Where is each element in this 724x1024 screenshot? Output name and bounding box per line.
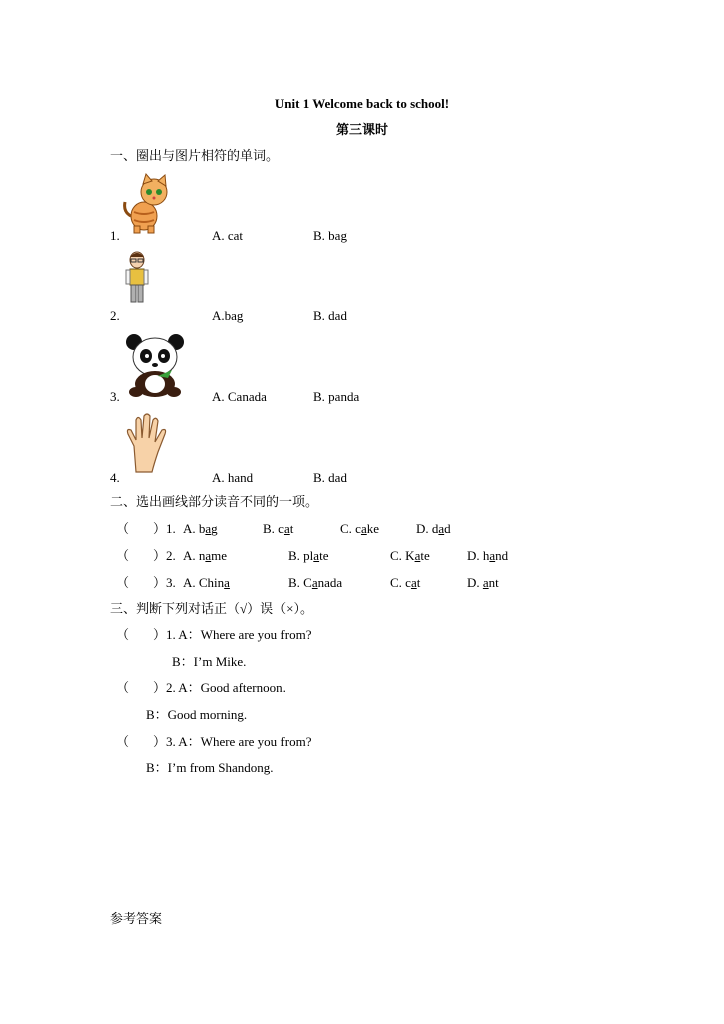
s2-q3-option-c[interactable]: C. cat — [390, 575, 421, 590]
item1-option-b[interactable]: B. bag — [313, 228, 347, 243]
s3-q2-line-a: ）2. A：Good afternoon. — [153, 680, 286, 695]
hand-icon — [122, 412, 176, 474]
s2-q2-option-a[interactable]: A. name — [183, 548, 228, 563]
item2-option-b[interactable]: B. dad — [313, 308, 347, 323]
s3-q3-line-a: ）3. A：Where are you from? — [153, 734, 312, 749]
lesson-subtitle: 第三课时 — [335, 122, 388, 137]
item2-number: 2. — [110, 308, 120, 323]
answers-label: 参考答案 — [110, 911, 163, 926]
s2-q2-label: ）2. — [153, 548, 176, 563]
item3-option-b[interactable]: B. panda — [313, 389, 360, 404]
s2-q1-option-c[interactable]: C. cake — [340, 521, 380, 536]
item4-number: 4. — [110, 470, 120, 485]
item4-option-b[interactable]: B. dad — [313, 470, 347, 485]
s2-q2-open-bracket[interactable]: （ — [116, 548, 130, 563]
item3-option-a[interactable]: A. Canada — [212, 389, 267, 404]
section3-heading: 三、判断下列对话正（√）误（×）。 — [110, 601, 313, 616]
s3-q2-open-bracket[interactable]: （ — [116, 680, 130, 695]
s3-q3-open-bracket[interactable]: （ — [116, 734, 130, 749]
s2-q1-option-a[interactable]: A. bag — [183, 521, 218, 536]
s2-q2-option-b[interactable]: B. plate — [288, 548, 329, 563]
section1-heading: 一、圈出与图片相符的单词。 — [110, 148, 280, 163]
item3-number: 3. — [110, 389, 120, 404]
s2-q3-label: ）3. — [153, 575, 176, 590]
panda-icon — [122, 332, 188, 398]
item1-number: 1. — [110, 228, 120, 243]
s2-q3-option-a[interactable]: A. China — [183, 575, 230, 590]
s2-q3-open-bracket[interactable]: （ — [116, 575, 130, 590]
cat-icon — [122, 172, 174, 234]
item2-option-a[interactable]: A.bag — [212, 308, 244, 323]
s3-q2-line-b: B：Good morning. — [146, 707, 248, 722]
item1-option-a[interactable]: A. cat — [212, 228, 244, 243]
s2-q2-option-c[interactable]: C. Kate — [390, 548, 430, 563]
item4-option-a[interactable]: A. hand — [212, 470, 254, 485]
section2-heading: 二、选出画线部分读音不同的一项。 — [110, 494, 319, 509]
s2-q3-option-b[interactable]: B. Canada — [288, 575, 343, 590]
s2-q1-option-d[interactable]: D. dad — [416, 521, 451, 536]
s3-q1-open-bracket[interactable]: （ — [116, 627, 130, 642]
s2-q1-option-b[interactable]: B. cat — [263, 521, 294, 536]
s3-q3-line-b: B：I’m from Shandong. — [146, 760, 274, 775]
dad-icon — [122, 250, 152, 306]
s3-q1-line-a: ）1. A：Where are you from? — [153, 627, 312, 642]
s2-q2-option-d[interactable]: D. hand — [467, 548, 509, 563]
s2-q1-label: ）1. — [153, 521, 176, 536]
s3-q1-line-b: B：I’m Mike. — [172, 654, 247, 669]
s2-q1-open-bracket[interactable]: （ — [116, 521, 130, 536]
s2-q3-option-d[interactable]: D. ant — [467, 575, 499, 590]
page-title: Unit 1 Welcome back to school! — [274, 96, 450, 111]
